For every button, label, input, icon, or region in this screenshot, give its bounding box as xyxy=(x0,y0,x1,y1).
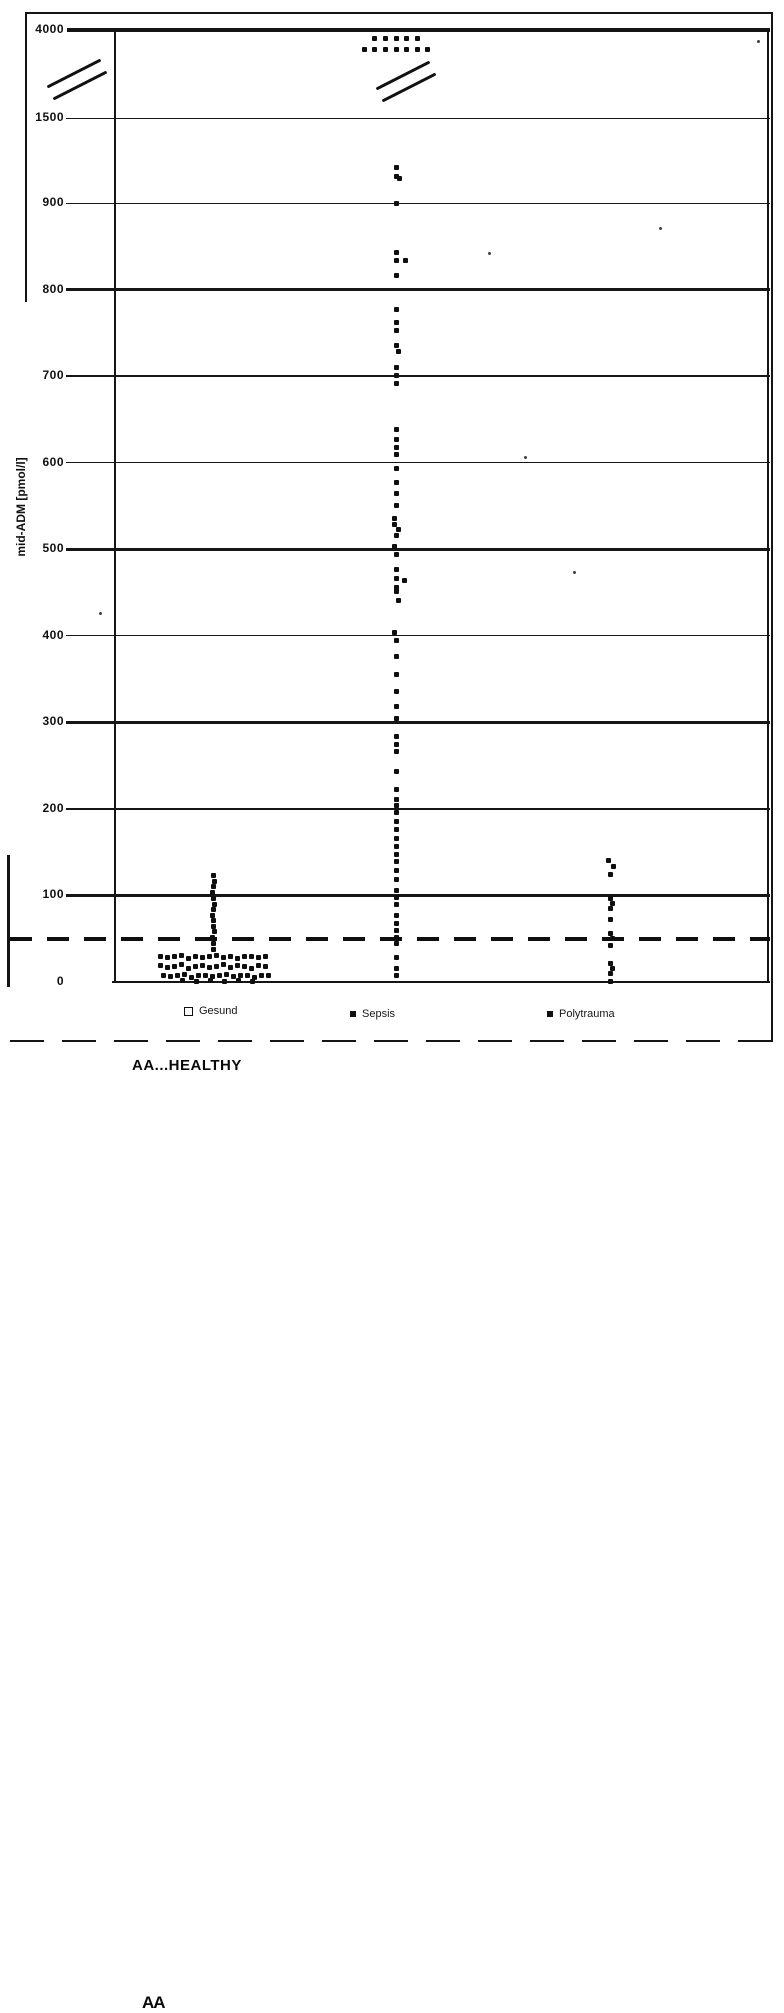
data-point xyxy=(394,365,399,370)
data-point xyxy=(394,328,399,333)
scan-speck xyxy=(524,456,527,459)
data-point-above-break xyxy=(394,47,399,52)
data-point xyxy=(221,962,226,967)
data-point xyxy=(217,973,222,978)
gridline xyxy=(66,118,770,119)
data-point xyxy=(403,258,408,263)
data-point xyxy=(394,320,399,325)
y-tick-label: 800 xyxy=(42,281,64,296)
data-point xyxy=(165,965,170,970)
data-point xyxy=(196,973,201,978)
data-point xyxy=(394,480,399,485)
data-point xyxy=(394,973,399,978)
data-point xyxy=(224,972,229,977)
data-point xyxy=(200,963,205,968)
data-point xyxy=(394,437,399,442)
data-point xyxy=(168,974,173,979)
data-point xyxy=(238,973,243,978)
data-point xyxy=(394,734,399,739)
scan-speck xyxy=(99,612,102,615)
axis-break-stroke xyxy=(376,61,431,91)
data-point xyxy=(394,273,399,278)
data-point xyxy=(394,966,399,971)
y-tick-label: 300 xyxy=(42,714,64,729)
data-point xyxy=(394,250,399,255)
data-point xyxy=(394,935,399,940)
data-point xyxy=(394,165,399,170)
data-point xyxy=(397,176,402,181)
data-point xyxy=(394,852,399,857)
data-point xyxy=(210,935,215,940)
scan-speck xyxy=(488,252,491,255)
data-point xyxy=(394,797,399,802)
data-point xyxy=(394,955,399,960)
data-point xyxy=(394,913,399,918)
data-point xyxy=(263,964,268,969)
data-point xyxy=(394,810,399,815)
y-tick-label: 1500 xyxy=(35,110,64,124)
data-point-above-break xyxy=(394,36,399,41)
data-point xyxy=(235,956,240,961)
data-point-above-break xyxy=(404,47,409,52)
data-point xyxy=(394,888,399,893)
data-point xyxy=(394,941,399,946)
filled-square-marker-icon xyxy=(350,1011,356,1017)
data-point xyxy=(212,902,217,907)
data-point xyxy=(394,533,399,538)
data-point xyxy=(394,689,399,694)
legend-item-polytrauma xyxy=(547,1008,615,1020)
data-point xyxy=(394,201,399,206)
data-point xyxy=(394,343,399,348)
y-tick-label: 100 xyxy=(42,887,64,902)
data-point xyxy=(161,973,166,978)
data-point-above-break xyxy=(404,36,409,41)
data-point xyxy=(394,466,399,471)
y-axis-line xyxy=(114,30,116,983)
y-tick-label: 900 xyxy=(42,195,64,209)
data-point xyxy=(200,955,205,960)
data-point xyxy=(211,941,216,946)
plot-right-border xyxy=(767,30,769,982)
data-point xyxy=(394,552,399,557)
data-point xyxy=(266,973,271,978)
data-point xyxy=(608,917,613,922)
data-point xyxy=(392,630,397,635)
y-tick-label: 0 xyxy=(56,974,64,988)
data-point-above-break xyxy=(383,36,388,41)
open-square-marker-icon xyxy=(184,1007,193,1016)
axis-break-stroke xyxy=(53,71,108,101)
axis-break-stroke xyxy=(382,73,437,103)
data-point xyxy=(394,787,399,792)
data-point xyxy=(394,672,399,677)
data-point xyxy=(165,955,170,960)
data-point xyxy=(203,973,208,978)
scan-speck xyxy=(659,227,662,230)
data-point xyxy=(394,742,399,747)
data-point xyxy=(394,373,399,378)
axis-break-stroke xyxy=(47,59,102,89)
plot-top-border xyxy=(67,28,770,32)
data-point xyxy=(392,544,397,549)
scan-speck xyxy=(573,571,576,574)
data-point xyxy=(394,503,399,508)
data-point xyxy=(610,966,615,971)
data-point xyxy=(250,979,255,984)
y-axis-title: mid-ADM [pmol/l] xyxy=(14,457,28,557)
data-point xyxy=(175,973,180,978)
page-edge-artifact xyxy=(7,855,10,987)
outer-frame-top xyxy=(25,12,773,14)
data-point xyxy=(394,576,399,581)
data-point xyxy=(211,907,216,912)
data-point xyxy=(256,955,261,960)
data-point xyxy=(394,491,399,496)
data-point xyxy=(228,954,233,959)
legend-label-sepsis: Sepsis xyxy=(362,1008,396,1020)
data-point-above-break xyxy=(415,47,420,52)
data-point xyxy=(394,868,399,873)
data-point xyxy=(394,844,399,849)
data-point xyxy=(249,954,254,959)
data-point-above-break xyxy=(362,47,367,52)
data-point xyxy=(211,873,216,878)
reference-line-dashed xyxy=(10,937,770,941)
gridline xyxy=(66,288,770,291)
data-point-above-break xyxy=(425,47,430,52)
data-point xyxy=(394,859,399,864)
data-point xyxy=(236,978,241,983)
outer-frame-right xyxy=(771,12,773,1042)
gridline xyxy=(66,894,770,897)
data-point xyxy=(158,963,163,968)
legend-label-gesund: Gesund xyxy=(199,1005,238,1017)
data-point xyxy=(394,716,399,721)
data-point xyxy=(172,964,177,969)
data-point xyxy=(210,890,215,895)
data-point xyxy=(394,895,399,900)
data-point-above-break xyxy=(383,47,388,52)
outer-frame-bottom xyxy=(10,1040,773,1042)
data-point xyxy=(608,979,613,984)
annotation-aa: AA xyxy=(142,1993,165,2012)
y-tick-label: 500 xyxy=(42,541,64,556)
data-point xyxy=(394,803,399,808)
legend-item-sepsis xyxy=(350,1008,395,1020)
data-point xyxy=(394,589,399,594)
data-point xyxy=(245,973,250,978)
data-point xyxy=(610,901,615,906)
data-point xyxy=(211,947,216,952)
data-point xyxy=(608,906,613,911)
data-point xyxy=(394,452,399,457)
data-point xyxy=(608,943,613,948)
data-point xyxy=(249,966,254,971)
data-point xyxy=(193,954,198,959)
data-point xyxy=(394,877,399,882)
gridline xyxy=(66,548,770,551)
gridline xyxy=(66,808,770,810)
data-point xyxy=(394,258,399,263)
data-point xyxy=(394,445,399,450)
data-point xyxy=(263,954,268,959)
data-point xyxy=(610,936,615,941)
gridline xyxy=(66,203,770,204)
data-point xyxy=(611,864,616,869)
data-point xyxy=(394,307,399,312)
data-point xyxy=(212,929,217,934)
data-point xyxy=(194,979,199,984)
data-point xyxy=(394,836,399,841)
data-point xyxy=(208,978,213,983)
y-tick-label: 400 xyxy=(42,627,64,642)
data-point xyxy=(392,516,397,521)
data-point xyxy=(214,953,219,958)
data-point xyxy=(259,973,264,978)
data-point xyxy=(207,965,212,970)
data-point-above-break xyxy=(372,36,377,41)
data-point xyxy=(211,896,216,901)
data-point xyxy=(394,902,399,907)
data-point xyxy=(396,349,401,354)
data-point xyxy=(211,918,216,923)
data-point xyxy=(179,953,184,958)
figure-caption: AA...HEALTHY xyxy=(132,1057,242,1074)
data-point xyxy=(402,578,407,583)
outer-frame-left xyxy=(25,12,27,302)
data-point xyxy=(394,769,399,774)
data-point xyxy=(608,872,613,877)
data-point xyxy=(207,954,212,959)
data-point xyxy=(158,954,163,959)
y-tick-label: 600 xyxy=(42,454,64,469)
data-point xyxy=(221,955,226,960)
data-point xyxy=(256,963,261,968)
legend-item-gesund xyxy=(184,1005,238,1017)
y-tick-label: 200 xyxy=(42,800,64,815)
data-point xyxy=(235,963,240,968)
data-point xyxy=(396,598,401,603)
gridline xyxy=(66,721,770,724)
data-point xyxy=(222,979,227,984)
scan-speck xyxy=(757,40,760,43)
gridline xyxy=(66,375,770,377)
data-point xyxy=(396,527,401,532)
y-tick-label: 4000 xyxy=(35,22,64,36)
data-point xyxy=(182,972,187,977)
filled-square-marker-icon xyxy=(547,1011,553,1017)
data-point xyxy=(186,966,191,971)
data-point xyxy=(608,971,613,976)
data-point-above-break xyxy=(415,36,420,41)
data-point xyxy=(189,975,194,980)
data-point xyxy=(394,827,399,832)
data-point-above-break xyxy=(372,47,377,52)
data-point xyxy=(186,956,191,961)
data-point xyxy=(394,928,399,933)
data-point xyxy=(231,974,236,979)
data-point xyxy=(179,962,184,967)
legend-label-polytrauma: Polytrauma xyxy=(559,1008,615,1020)
data-point xyxy=(242,954,247,959)
data-point xyxy=(394,567,399,572)
data-point xyxy=(394,921,399,926)
data-point xyxy=(394,427,399,432)
data-point xyxy=(228,965,233,970)
data-point xyxy=(180,978,185,983)
data-point xyxy=(394,749,399,754)
data-point xyxy=(394,381,399,386)
gridline xyxy=(66,635,770,636)
data-point xyxy=(242,964,247,969)
data-point xyxy=(394,638,399,643)
gridline xyxy=(66,462,770,463)
data-point xyxy=(214,964,219,969)
data-point xyxy=(394,819,399,824)
y-tick-label: 700 xyxy=(42,368,64,383)
data-point xyxy=(172,954,177,959)
data-point xyxy=(193,964,198,969)
data-point xyxy=(211,884,216,889)
data-point xyxy=(394,704,399,709)
data-point xyxy=(606,858,611,863)
data-point xyxy=(394,654,399,659)
